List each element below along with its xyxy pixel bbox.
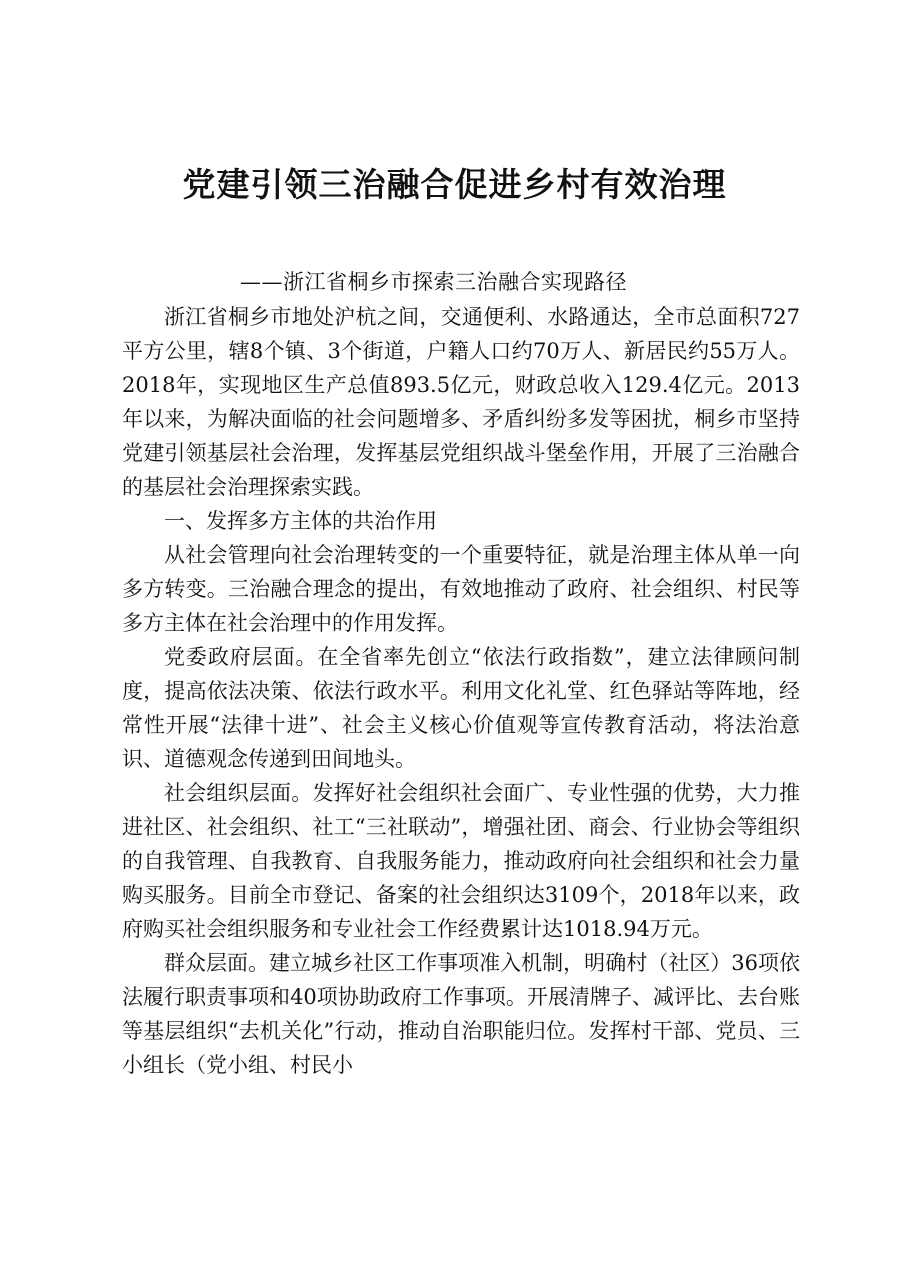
document-subtitle: ——浙江省桐乡市探索三治融合实现路径: [240, 270, 627, 294]
paragraph-section-1: 从社会管理向社会治理转变的一个重要特征，就是治理主体从单一向多方转变。三治融合理念的提出，有效地推动了政府、社会组织、村民等多方主体在社会治理中的作用发挥。: [122, 543, 800, 635]
document-body: [122, 300, 800, 1082]
paragraph-masses: 群众层面。建立城乡社区工作事项准入机制，明确村（社区）36项依法履行职责事项和40项协助政府工作事项。开展清牌子、减评比、去台账等基层组织“去机关化”行动，推动自治职能归位。发挥村干部、党员、三小组长（党小组、村民小: [122, 951, 800, 1077]
document-title: 党建引领三治融合促进乡村有效治理: [182, 165, 727, 204]
section-heading-1: 一、发挥多方主体的共治作用: [164, 509, 437, 533]
paragraph-intro: 浙江省桐乡市地处沪杭之间，交通便利、水路通达，全市总面积727平方公里，辖8个镇、3个街道，户籍人口约70万人、新居民约55万人。2018年，实现地区生产总值893.5亿元，财政总收入129.4亿元。2013年以来，为解决面临的社会问题增多、矛盾纠纷多发等困扰，桐乡市坚持党建引领基层社会治理，发挥基层党组织战斗堡垒作用，开展了三治融合的基层社会治理探索实践。: [122, 305, 800, 499]
paragraph-social-organizations: 社会组织层面。发挥好社会组织社会面广、专业性强的优势，大力推进社区、社会组织、社工“三社联动”，增强社团、商会、行业协会等组织的自我管理、自我教育、自我服务能力，推动政府向社会组织和社会力量购买服务。目前全市登记、备案的社会组织达3109个，2018年以来，政府购买社会组织服务和专业社会工作经费累计达1018.94万元。: [122, 781, 800, 941]
paragraph-party-government: 党委政府层面。在全省率先创立“依法行政指数”，建立法律顾问制度，提高依法决策、依法行政水平。利用文化礼堂、红色驿站等阵地，经常性开展“法律十进”、社会主义核心价值观等宣传教育活动，将法治意识、道德观念传递到田间地头。: [122, 645, 800, 771]
